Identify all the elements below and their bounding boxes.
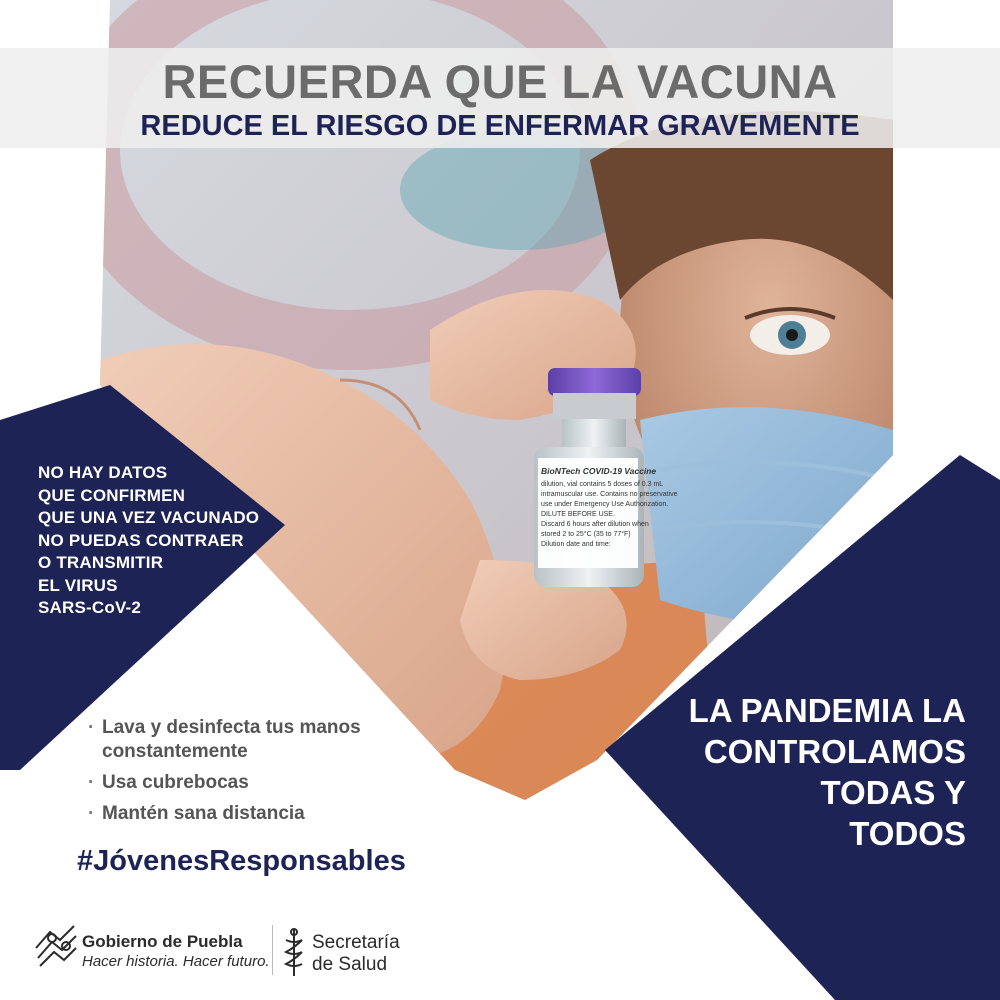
vial-label-line8: Dilution date and time: [541,541,611,548]
left-line: NO PUEDAS CONTRAER [38,530,244,550]
right-line: TODOS [849,815,966,852]
vial-label-line3: intramuscular use. Contains no preservative [541,491,678,498]
gobierno-name: Gobierno de Puebla [82,932,243,951]
salud-line2: de Salud [312,954,388,975]
logo-divider [272,925,273,975]
left-line: O TRANSMITIR [38,553,164,572]
bullet-icon: · [88,717,95,738]
left-line: NO HAY DATOS [38,463,168,482]
tip-text: Lava y desinfecta tus manos constantemente [102,717,361,762]
headline-subtitle: REDUCE EL RIESGO DE ENFERMAR GRAVEMENTE [140,110,860,142]
vial-label-line4: use under Emergency Use Authorization. [541,501,669,508]
bullet-icon: · [88,803,95,824]
tip-text: Usa cubrebocas [102,772,249,793]
bullet-icon: · [88,772,95,793]
vial-label-line2: dilution, vial contains 5 doses of 0.3 mL [541,481,664,488]
left-line: EL VIRUS [38,575,118,595]
hashtag: #JóvenesResponsables [77,845,406,877]
vial-label-line5: DILUTE BEFORE USE. [541,511,615,518]
list-item [88,771,402,795]
vial-label-line7: stored 2 to 25°C (35 to 77°F) [541,531,631,538]
salud-line1: Secretaría [312,932,400,953]
headline-title: RECUERDA QUE LA VACUNA [162,55,838,108]
tips-list [88,716,402,833]
vial-label-line6: Discard 6 hours after dilution when [541,521,649,528]
list-item [88,716,402,764]
caduceus-icon [280,926,308,978]
right-line: LA PANDEMIA LA [688,692,966,729]
list-item [88,802,402,826]
left-line: QUE CONFIRMEN [38,485,186,505]
left-line: SARS-CoV-2 [38,598,142,617]
tip-text: Mantén sana distancia [102,803,305,824]
right-line: CONTROLAMOS [703,733,966,770]
gobierno-slogan: Hacer historia. Hacer futuro. [82,953,270,970]
left-line: QUE UNA VEZ VACUNADO [38,508,260,527]
gobierno-puebla-logo-icon [30,918,82,970]
right-line: TODAS Y [820,774,966,811]
right-panel-text [660,690,966,854]
vial-label-line1: BioNTech COVID-19 Vaccine [541,466,657,476]
left-panel-text [38,462,259,620]
